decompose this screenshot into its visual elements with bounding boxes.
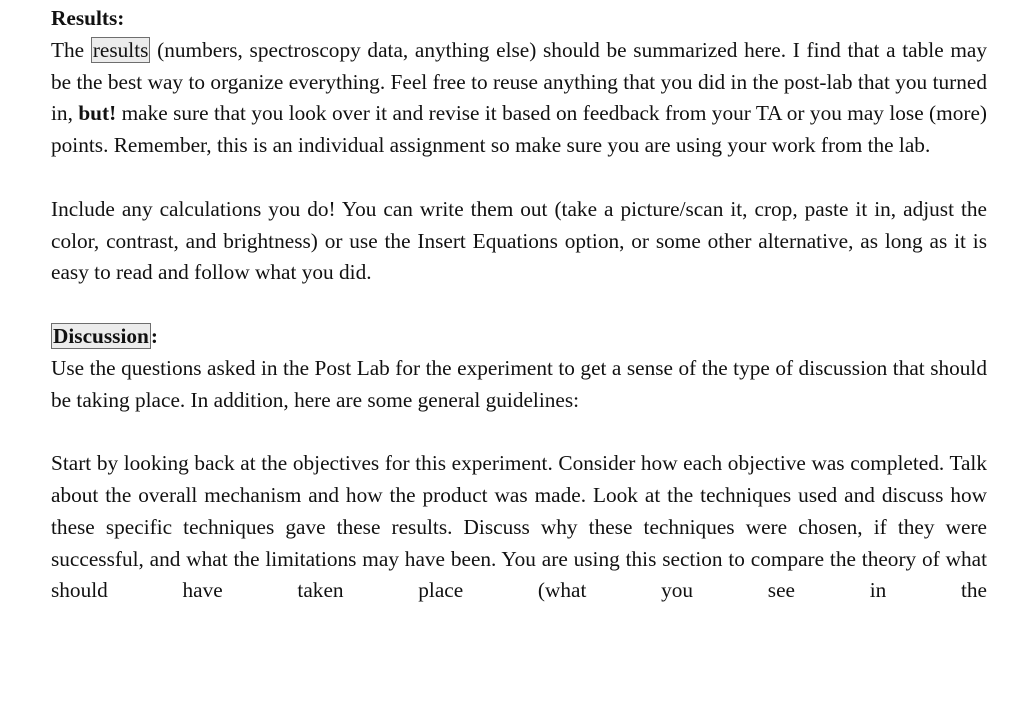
document-page <box>51 3 987 607</box>
results-p1-after: make sure that you look over it and revise it based on feedback from your TA or you may lose (more) points. Remember, this is an individual assignment so make sure you are using your work from the lab. <box>51 101 988 158</box>
paragraph-spacer <box>51 162 987 194</box>
results-heading: Results: <box>51 6 125 30</box>
results-highlighted-word[interactable]: results <box>92 37 149 62</box>
discussion-heading-selected[interactable]: Discussion <box>53 323 149 348</box>
discussion-heading <box>51 321 987 353</box>
paragraph-spacer <box>51 289 987 321</box>
discussion-paragraph-1: Use the questions asked in the Post Lab for the experiment to get a sense of the type of discussion that should be taking place. In addition, here are some general guidelines: <box>51 355 987 412</box>
results-p1-before: The <box>51 37 91 62</box>
results-p1-middle: (numbers, spectroscopy data, anything else) should be summarized here. I find that a table may be the best way to organize everything. Feel free to reuse anything that you did in the post-lab that you turned in, <box>51 37 988 126</box>
results-p1-bold: but! <box>78 101 117 126</box>
discussion-heading-colon: : <box>150 323 158 348</box>
results-paragraph-2: Include any calculations you do! You can write them out (take a picture/scan it, crop, paste it in, adjust the color, contrast, and brightness) or use the Insert Equations option, or some other alternative, as long as it is easy to read and follow what you did. <box>51 196 987 285</box>
paragraph-spacer <box>51 416 987 448</box>
results-paragraph-1 <box>51 35 987 162</box>
discussion-paragraph-2: Start by looking back at the objectives for this experiment. Consider how each objective was completed. Talk about the overall mechanism and how the product was made. Look at the techniques used and discuss how these specific techniques gave these results. Discuss why these techniques were chosen, if they were successful, and what the limitations may have been. You are using this section to compare the theory of what should have taken place (what you see in the <box>51 451 987 603</box>
